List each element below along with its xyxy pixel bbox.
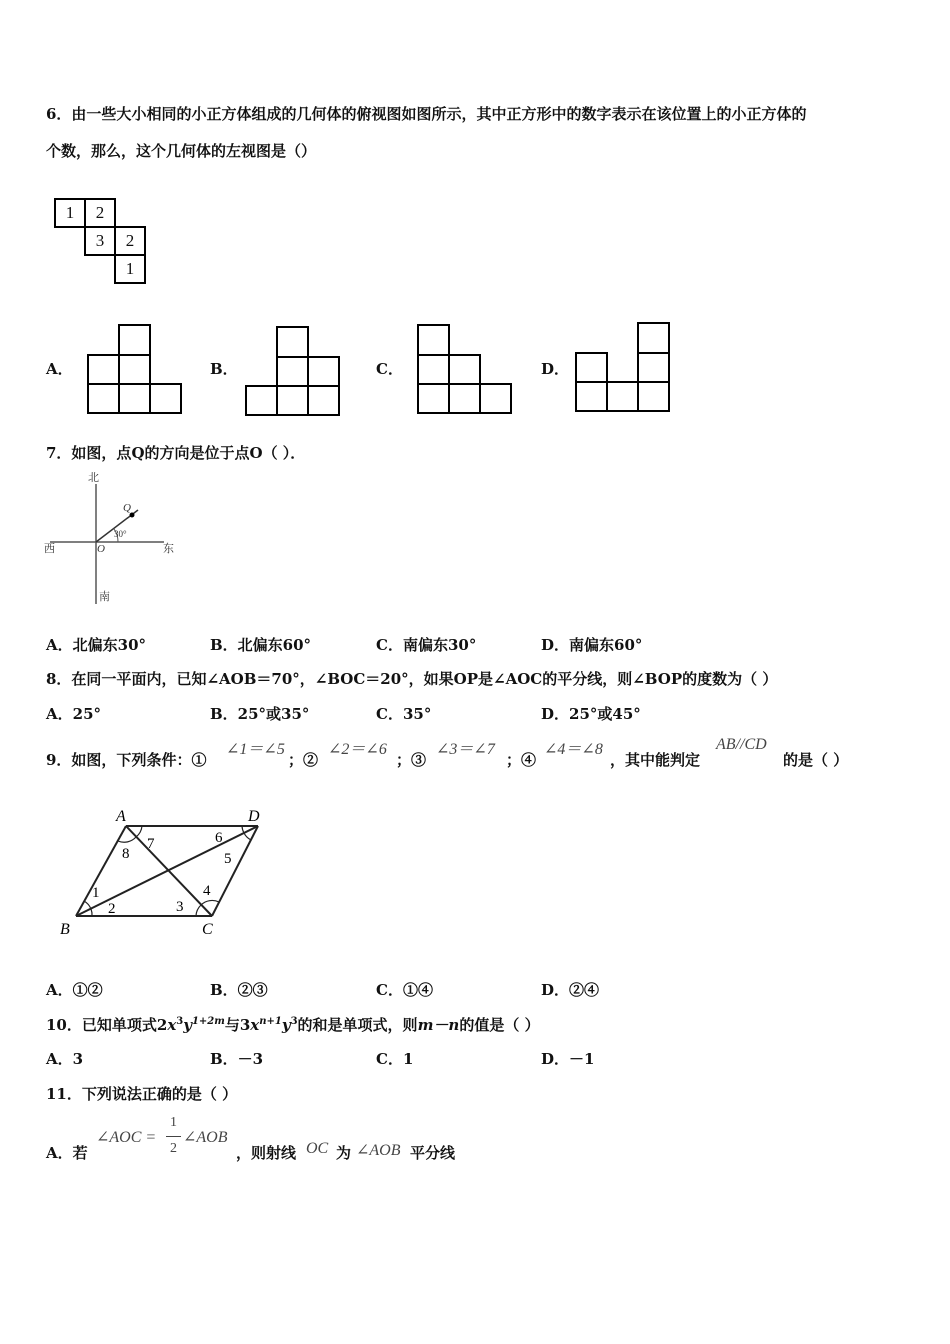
q10-exp-3: n+1 bbox=[259, 1016, 282, 1027]
q8-option-a: A．25° bbox=[46, 705, 102, 723]
q10-text-3: 的和是单项式，则 bbox=[297, 1016, 418, 1034]
angle-8: 8 bbox=[122, 846, 130, 862]
q11-ray: OC bbox=[306, 1140, 329, 1157]
q6-option-a-figure bbox=[86, 322, 186, 416]
q10-var-y1: y bbox=[183, 1016, 192, 1034]
q6-option-a-label: A． bbox=[46, 360, 73, 378]
angle-2: 2 bbox=[108, 901, 116, 917]
angle-label: 30° bbox=[114, 529, 127, 539]
q9-option-d: D．②④ bbox=[541, 981, 600, 999]
q10-text-2: 与 bbox=[224, 1016, 240, 1034]
q11-option-a-label: A．若 bbox=[46, 1144, 88, 1162]
q6-line2: 个数，那么，这个几何体的左视图是（） bbox=[46, 142, 317, 160]
vertex-a: A bbox=[116, 808, 126, 825]
q6-line1: 6．由一些大小相同的小正方体组成的几何体的俯视图如图所示，其中正方形中的数字表示在该位置上的小正方体的 bbox=[46, 105, 807, 123]
q9-sep-2: ；② bbox=[288, 751, 319, 769]
side-ab bbox=[76, 826, 126, 916]
angle-3: 3 bbox=[176, 899, 184, 915]
q11-rhs: ∠AOB bbox=[183, 1129, 228, 1146]
q10-exp-1: 3 bbox=[176, 1016, 184, 1027]
q7-option-b: B．北偏东60° bbox=[210, 636, 312, 654]
angle-7: 7 bbox=[147, 836, 155, 852]
grid-cell: 3 bbox=[84, 226, 116, 256]
q11-fraction-den: 2 bbox=[170, 1141, 177, 1156]
q9-condition-3: ∠3＝∠7 bbox=[436, 741, 495, 758]
q11-mid2: 为 bbox=[336, 1144, 352, 1162]
q6-option-b-figure bbox=[244, 325, 342, 419]
q11-mid: ，则射线 bbox=[236, 1144, 297, 1162]
q6-option-d-label: D． bbox=[541, 360, 570, 378]
q8-option-d: D．25°或45° bbox=[541, 705, 641, 723]
q6-option-d-figure bbox=[574, 321, 672, 415]
diagonal-ac bbox=[126, 826, 212, 916]
angle-4: 4 bbox=[203, 883, 211, 899]
q8-option-b: B．25°或35° bbox=[210, 705, 310, 723]
q9-condition-1: ∠1＝∠5 bbox=[226, 741, 285, 758]
q7-option-a: A．北偏东30° bbox=[46, 636, 147, 654]
q10-text-4: 的值是（ ） bbox=[459, 1016, 540, 1034]
diagonal-bd bbox=[76, 826, 258, 916]
q6-option-c-figure bbox=[416, 323, 514, 417]
vertex-b: B bbox=[60, 921, 70, 938]
q10-var-y2: y bbox=[281, 1016, 291, 1034]
east-label: 东 bbox=[163, 543, 174, 555]
north-label: 北 bbox=[88, 472, 99, 484]
q8-text: 8．在同一平面内，已知∠AOB＝70°，∠BOC＝20°，如果OP是∠AOC的平分线，则∠BOP的度数为（ ） bbox=[46, 670, 778, 688]
q11-fraction-num: 1 bbox=[170, 1115, 177, 1130]
q10-text-1: 10．已知单项式 bbox=[46, 1016, 157, 1034]
origin-label: O bbox=[97, 543, 105, 555]
vertex-d: D bbox=[248, 808, 260, 825]
q9-condition-2: ∠2＝∠6 bbox=[328, 741, 387, 758]
q11-tail: 平分线 bbox=[410, 1144, 456, 1162]
q6-option-b-label: B． bbox=[210, 360, 238, 378]
grid-cell: 2 bbox=[84, 198, 116, 228]
q7-text: 7．如图，点Q的方向是位于点O（ ）． bbox=[46, 444, 306, 462]
q9-option-a: A．①② bbox=[46, 981, 103, 999]
q-label: Q bbox=[123, 502, 131, 514]
angle-1: 1 bbox=[92, 885, 100, 901]
q10-stem bbox=[46, 1014, 540, 1035]
q10-exp-4: 3 bbox=[290, 1016, 298, 1027]
q9-suffix: 的是（ ） bbox=[783, 751, 849, 769]
q7-option-d: D．南偏东60° bbox=[541, 636, 643, 654]
grid-cell: 1 bbox=[54, 198, 86, 228]
q11-text: 11．下列说法正确的是（ ） bbox=[46, 1085, 238, 1103]
q7-option-c: C．南偏东30° bbox=[376, 636, 477, 654]
q10-option-c: C．1 bbox=[376, 1050, 414, 1068]
q9-sep-3: ；③ bbox=[396, 751, 427, 769]
q9-relation: AB//CD bbox=[716, 736, 767, 753]
q11-angle: ∠AOB bbox=[356, 1142, 401, 1159]
q9-parallelogram-figure bbox=[52, 800, 272, 945]
q10-coef-1: 2 bbox=[156, 1016, 168, 1034]
q9-option-c: C．①④ bbox=[376, 981, 433, 999]
q10-option-b: B．－3 bbox=[210, 1050, 264, 1068]
q11-fraction-bar bbox=[166, 1136, 181, 1137]
q10-option-a: A．3 bbox=[46, 1050, 84, 1068]
q9-mid: ，其中能判定 bbox=[610, 751, 701, 769]
q10-expr: m－n bbox=[417, 1016, 460, 1034]
west-label: 西 bbox=[44, 543, 55, 555]
south-label: 南 bbox=[99, 591, 110, 603]
q9-prefix: 9．如图，下列条件：① bbox=[46, 751, 207, 769]
q9-option-b: B．②③ bbox=[210, 981, 268, 999]
grid-cell: 1 bbox=[114, 254, 146, 284]
angle-6: 6 bbox=[215, 830, 223, 846]
q9-sep-4: ；④ bbox=[506, 751, 537, 769]
vertex-c: C bbox=[202, 921, 213, 938]
q10-var-x1: x bbox=[167, 1016, 177, 1034]
q8-option-c: C．35° bbox=[376, 705, 432, 723]
q9-condition-4: ∠4＝∠8 bbox=[544, 741, 603, 758]
q10-var-x2: x bbox=[250, 1016, 260, 1034]
q7-compass-figure bbox=[42, 470, 187, 606]
q10-option-d: D．－1 bbox=[541, 1050, 595, 1068]
q10-coef-2: 3 bbox=[239, 1016, 251, 1034]
q11-lhs: ∠AOC = bbox=[96, 1129, 157, 1146]
q10-exp-2: 1+2m bbox=[191, 1016, 225, 1027]
grid-cell: 2 bbox=[114, 226, 146, 256]
q6-option-c-label: C． bbox=[376, 360, 403, 378]
angle-5: 5 bbox=[224, 851, 232, 867]
